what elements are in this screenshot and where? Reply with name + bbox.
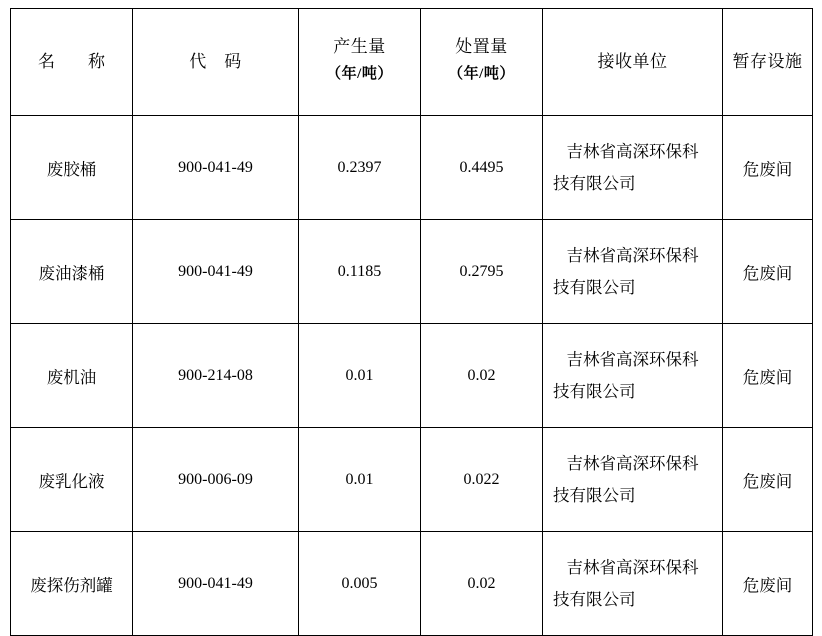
- cell-receiver-unit: [543, 116, 723, 220]
- cell-receiver-unit: [543, 532, 723, 636]
- cell-generation-amount: 0.1185: [299, 220, 421, 324]
- cell-waste-code: 900-041-49: [133, 532, 299, 636]
- column-header-disposal: [421, 9, 543, 116]
- cell-waste-code: 900-041-49: [133, 220, 299, 324]
- cell-waste-name: 废油漆桶: [11, 220, 133, 324]
- cell-receiver-unit: [543, 428, 723, 532]
- hazardous-waste-table: [10, 8, 813, 636]
- receiver-line-2: 技有限公司: [553, 173, 636, 193]
- table-row: [11, 428, 813, 532]
- column-header-generation-unit: （年/吨）: [326, 66, 393, 82]
- cell-generation-amount: 0.01: [299, 428, 421, 532]
- cell-waste-code: 900-006-09: [133, 428, 299, 532]
- receiver-line-1: 吉林省高深环保科: [566, 246, 699, 266]
- receiver-line-1: 吉林省高深环保科: [566, 142, 699, 162]
- column-header-storage-label: 暂存设施: [732, 52, 803, 72]
- column-header-disposal-unit: （年/吨）: [448, 66, 515, 82]
- cell-waste-name: 废机油: [11, 324, 133, 428]
- cell-receiver-unit: [543, 324, 723, 428]
- cell-storage-facility: 危废间: [723, 324, 813, 428]
- receiver-line-2: 技有限公司: [553, 277, 636, 297]
- cell-waste-code: 900-214-08: [133, 324, 299, 428]
- cell-generation-amount: 0.01: [299, 324, 421, 428]
- cell-storage-facility: 危废间: [723, 116, 813, 220]
- cell-generation-amount: 0.005: [299, 532, 421, 636]
- table-header: [11, 9, 813, 116]
- table-body: [11, 116, 813, 636]
- cell-generation-amount: 0.2397: [299, 116, 421, 220]
- column-header-receiver: [543, 9, 723, 116]
- table-header-row: [11, 9, 813, 116]
- cell-disposal-amount: 0.02: [421, 532, 543, 636]
- cell-waste-name: 废胶桶: [11, 116, 133, 220]
- column-header-receiver-label: 接收单位: [597, 52, 668, 72]
- column-header-code-label: 代 码: [189, 52, 242, 72]
- cell-disposal-amount: 0.022: [421, 428, 543, 532]
- cell-storage-facility: 危废间: [723, 532, 813, 636]
- column-header-code: [133, 9, 299, 116]
- table-row: [11, 324, 813, 428]
- receiver-line-1: 吉林省高深环保科: [566, 454, 699, 474]
- cell-disposal-amount: 0.2795: [421, 220, 543, 324]
- receiver-line-2: 技有限公司: [553, 485, 636, 505]
- column-header-disposal-label: 处置量: [455, 36, 508, 56]
- receiver-line-2: 技有限公司: [553, 589, 636, 609]
- receiver-line-1: 吉林省高深环保科: [566, 558, 699, 578]
- receiver-line-2: 技有限公司: [553, 381, 636, 401]
- column-header-name-label: 名 称: [38, 52, 113, 72]
- cell-waste-name: 废探伤剂罐: [11, 532, 133, 636]
- table-row: [11, 220, 813, 324]
- cell-waste-name: 废乳化液: [11, 428, 133, 532]
- table-row: [11, 116, 813, 220]
- cell-storage-facility: 危废间: [723, 428, 813, 532]
- cell-receiver-unit: [543, 220, 723, 324]
- cell-disposal-amount: 0.4495: [421, 116, 543, 220]
- column-header-storage: [723, 9, 813, 116]
- table-row: [11, 532, 813, 636]
- receiver-line-1: 吉林省高深环保科: [566, 350, 699, 370]
- column-header-name: [11, 9, 133, 116]
- cell-waste-code: 900-041-49: [133, 116, 299, 220]
- cell-disposal-amount: 0.02: [421, 324, 543, 428]
- column-header-generation-label: 产生量: [333, 36, 386, 56]
- column-header-generation: [299, 9, 421, 116]
- cell-storage-facility: 危废间: [723, 220, 813, 324]
